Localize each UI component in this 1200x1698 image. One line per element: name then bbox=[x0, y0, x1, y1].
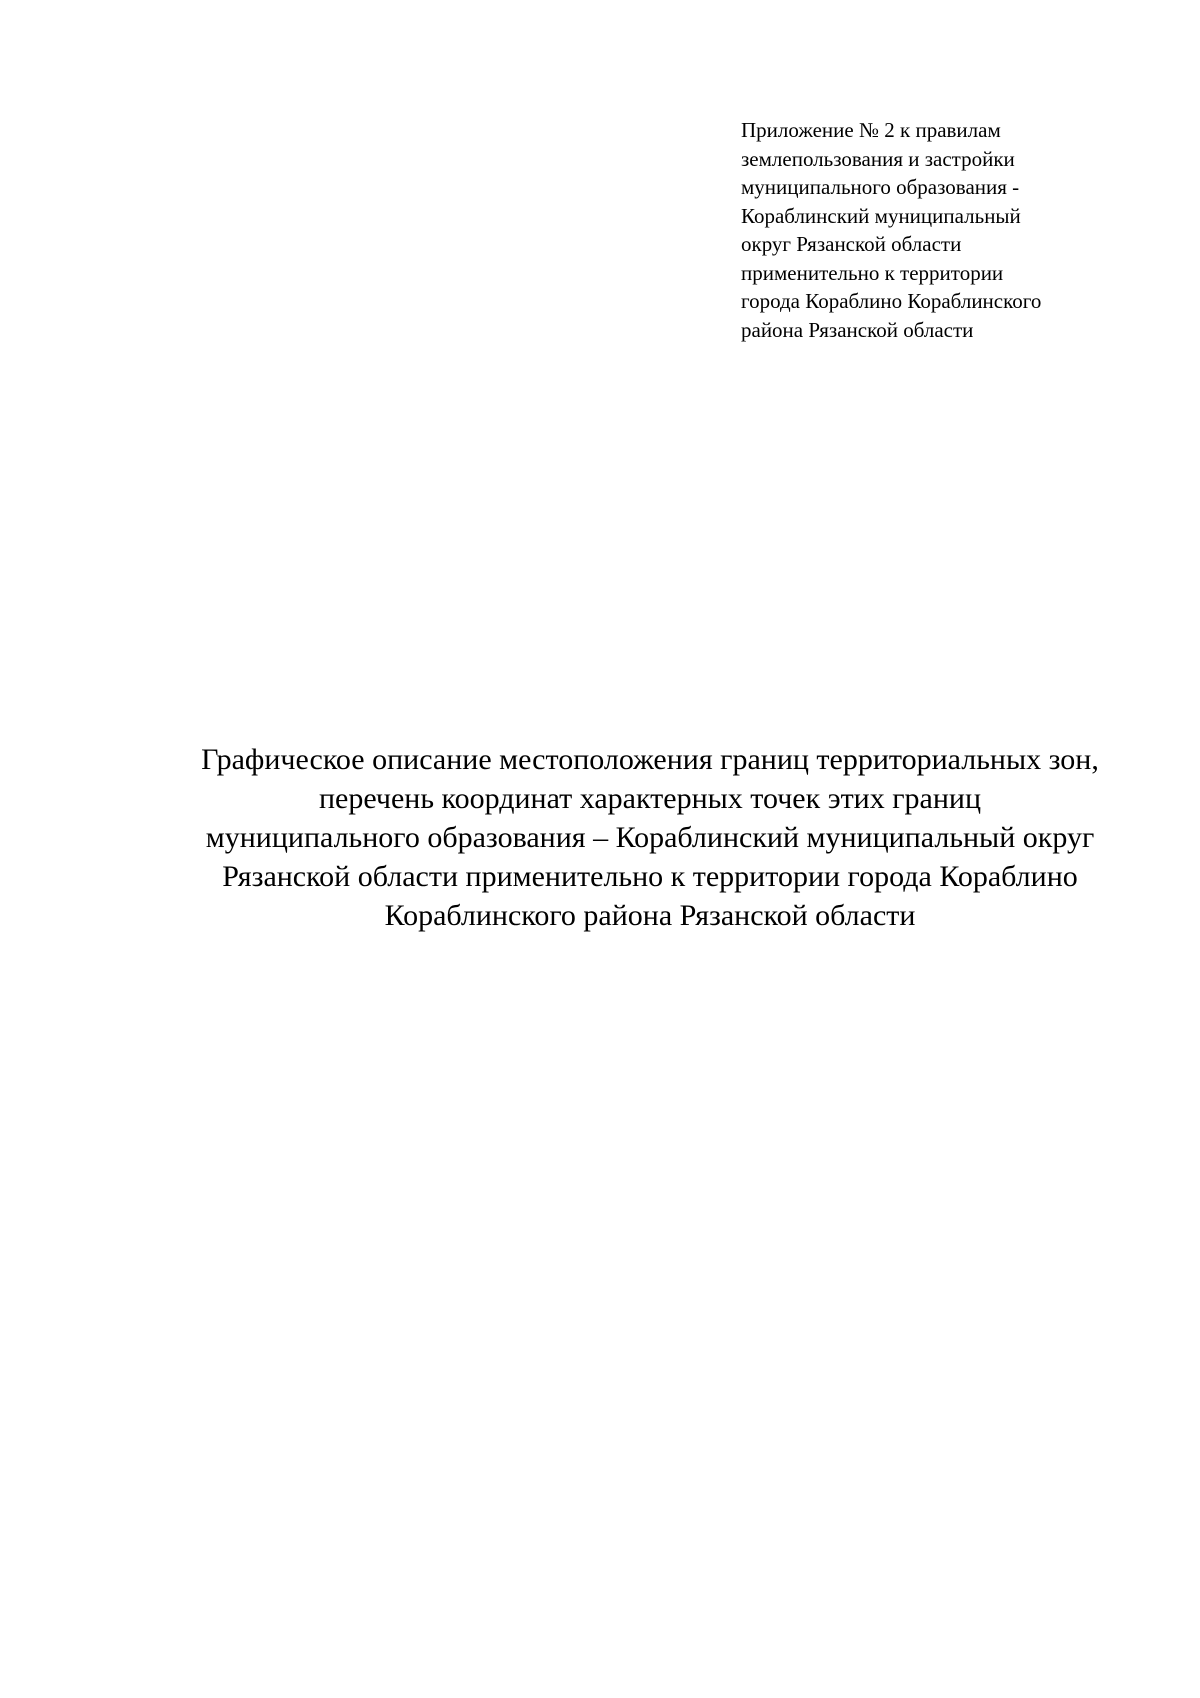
appendix-note-line: муниципального образования - bbox=[741, 175, 1020, 199]
document-title bbox=[90, 740, 1200, 935]
appendix-note-line: землепользования и застройки bbox=[741, 146, 1015, 171]
appendix-note-line: Приложение № 2 к правилам bbox=[741, 118, 1001, 142]
appendix-note bbox=[741, 116, 1141, 344]
appendix-note-line: города Кораблино Кораблинского bbox=[741, 289, 1042, 313]
appendix-note-line: применительно к территории bbox=[741, 260, 1004, 285]
appendix-note-line: района Рязанской области bbox=[741, 317, 974, 342]
document-title-line: перечень координат характерных точек этих границ bbox=[318, 782, 982, 815]
document-title-line: Рязанской области применительно к территории города Кораблино bbox=[222, 860, 1078, 893]
appendix-note-line: Кораблинский муниципальный bbox=[741, 203, 1021, 228]
document-title-line: Графическое описание местоположения границ территориальных зон, bbox=[201, 743, 1099, 776]
appendix-note-line: округ Рязанской области bbox=[741, 232, 962, 256]
document-title-line: муниципального образования – Кораблинский муниципальный округ bbox=[205, 821, 1095, 854]
document-title-line: Кораблинского района Рязанской области bbox=[384, 899, 916, 932]
